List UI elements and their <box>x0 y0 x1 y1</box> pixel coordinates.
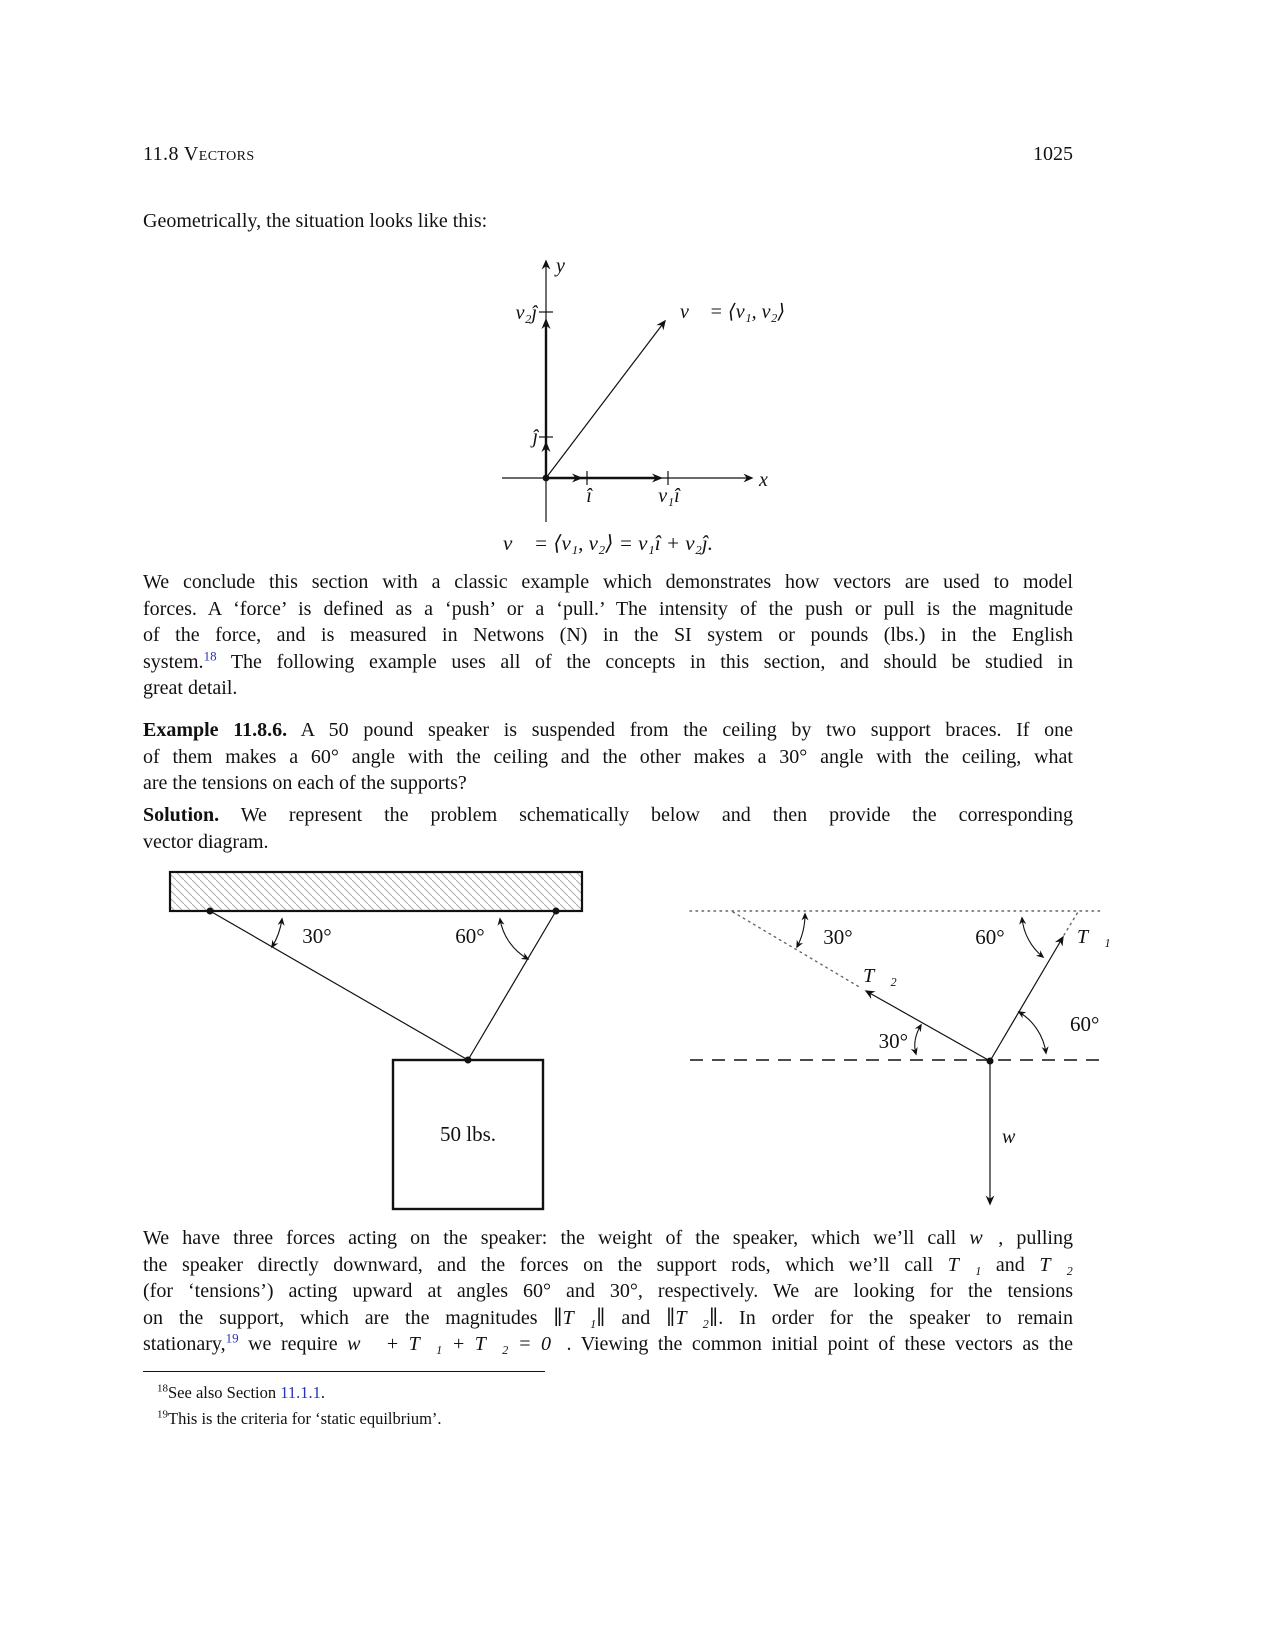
text-segment: Example 11.8.6. <box>143 719 288 741</box>
text-segment: This is the criteria for ‘static equilbrium’. <box>168 1409 442 1428</box>
footnote-link[interactable]: 19 <box>225 1330 239 1346</box>
text-segment: of the force, and is measured in Netwons (N) in the SI system or pounds (lbs.) in the English <box>143 624 1073 647</box>
text-line <box>143 1252 1073 1279</box>
t2-angle-arc <box>915 1025 921 1054</box>
ceiling <box>170 872 582 911</box>
text-segment: We conclude this section with a classic example which demonstrates how vectors are used to model <box>143 571 1073 593</box>
ceiling-right-angle-arc <box>1022 918 1043 957</box>
footnote-link[interactable]: 18 <box>203 648 217 664</box>
text-segment: forces. A ‘force’ is defined as a ‘push’ or a ‘pull.’ The intensity of the push or pull is the magnitude <box>143 597 1073 620</box>
paragraph-solution <box>143 802 1073 855</box>
text-line <box>143 717 1073 744</box>
text-line <box>143 829 1073 856</box>
text-segment: are the tensions on each of the supports? <box>143 772 467 795</box>
left-angle-arc <box>272 919 282 947</box>
text-segment: on the support, which are the magnitudes <box>143 1306 554 1329</box>
v-vector <box>546 321 665 478</box>
text-line <box>143 1406 1073 1432</box>
text-segment: We have three forces acting on the speaker: the weight of the speaker, which we’ll call <box>143 1227 970 1249</box>
t1-extension-dotted <box>1064 912 1078 935</box>
v1i-label: v₁î <box>658 485 680 507</box>
t2-extension-dotted <box>733 912 861 988</box>
left-brace <box>210 911 468 1060</box>
t1-angle-label: 60° <box>1070 1012 1100 1036</box>
text-line <box>143 1331 1073 1358</box>
right-angle-label: 60° <box>455 924 485 948</box>
running-header <box>143 143 1073 166</box>
text-segment: . Viewing the common initial point of these vectors as the <box>566 1333 1073 1356</box>
w-label: w⃗ <box>1002 1126 1031 1148</box>
text-segment: the speaker directly downward, and the forces on the support rods, which we’ll call <box>143 1253 948 1276</box>
weight-label: 50 lbs. <box>439 1122 497 1146</box>
text-line <box>143 1380 1073 1406</box>
text-segment: ∥T⃗₁∥ <box>553 1306 606 1329</box>
text-segment: A 50 pound speaker is suspended from the ceiling by two support braces. If one <box>287 719 1074 741</box>
paragraph-forces <box>143 569 1073 702</box>
text-line <box>143 744 1073 771</box>
junction-dot <box>465 1057 472 1064</box>
text-line <box>143 569 1073 596</box>
component-formula: v⃗ = ⟨v₁, v₂⟩ = v₁î + v₂ĵ. <box>503 531 713 555</box>
i-label: î <box>586 485 592 507</box>
t1-vector <box>990 937 1063 1061</box>
text-segment: of them makes a 60° angle with the ceiling and the other makes a 30° angle with the ceiling, what <box>143 745 1073 768</box>
section-title: 11.8 Vectors <box>143 143 255 165</box>
ceiling-right-angle-label: 60° <box>975 925 1005 949</box>
text-line <box>143 1278 1073 1305</box>
text-segment: T⃗₁ <box>947 1253 982 1276</box>
x-axis-label: x <box>759 469 768 491</box>
paragraph-three-forces <box>143 1225 1073 1358</box>
left-anchor-dot <box>207 908 214 915</box>
text-segment: . In order for the speaker to remain <box>718 1306 1073 1329</box>
text-line <box>143 770 1073 797</box>
text-segment: See also Section <box>168 1383 281 1402</box>
text-line <box>143 1305 1073 1332</box>
right-angle-arc <box>500 919 528 959</box>
text-segment: great detail. <box>143 677 238 700</box>
origin-dot <box>543 475 550 482</box>
paragraph-example <box>143 717 1073 797</box>
text-segment: 18 <box>157 1382 168 1395</box>
vector-components-figure <box>460 245 800 535</box>
intro-sentence: Geometrically, the situation looks like this: <box>143 210 488 232</box>
text-segment: . <box>320 1383 326 1402</box>
ceiling-left-angle-label: 30° <box>823 925 853 949</box>
text-line <box>143 596 1073 623</box>
v2j-label: v₂ĵ <box>515 302 537 324</box>
text-segment: and <box>605 1306 667 1329</box>
text-segment: 19 <box>157 1408 168 1421</box>
page-number: 1025 <box>1033 143 1073 165</box>
common-point-dot <box>987 1058 994 1065</box>
text-segment: system. <box>143 650 204 673</box>
speaker-schematic-figure <box>160 860 600 1220</box>
text-segment: w⃗ <box>969 1227 999 1249</box>
text-segment: ∥T⃗₂∥ <box>666 1306 719 1329</box>
text-segment: We represent the problem schematically below and then provide the corresponding <box>219 804 1073 826</box>
left-angle-label: 30° <box>302 924 332 948</box>
text-line <box>143 649 1073 676</box>
text-line <box>143 622 1073 649</box>
text-line <box>143 675 1073 702</box>
text-segment: , pulling <box>998 1227 1073 1249</box>
text-segment: stationary, <box>143 1333 226 1356</box>
t1-label: T⃗₁ <box>1077 926 1111 948</box>
v-label: v⃗ = ⟨v₁, v₂⟩ <box>680 301 786 323</box>
ceiling-left-angle-arc <box>797 914 805 947</box>
text-segment: The following example uses all of the concepts in this section, and should be studied in <box>216 650 1073 673</box>
text-segment: and <box>981 1253 1040 1276</box>
force-vector-figure <box>640 855 1120 1215</box>
text-line <box>143 1225 1073 1252</box>
text-segment: vector diagram. <box>143 830 269 853</box>
footnote-link[interactable]: 11.1.1 <box>280 1383 321 1402</box>
text-segment: (for ‘tensions’) acting upward at angles 60° and 30°, respectively. We are looking for the tensions <box>143 1280 1073 1303</box>
y-axis-label: y <box>556 255 565 277</box>
text-segment: we require <box>238 1333 348 1356</box>
t1-angle-arc <box>1019 1012 1046 1053</box>
text-line <box>143 802 1073 829</box>
right-anchor-dot <box>553 908 560 915</box>
j-label: ĵ <box>532 426 538 448</box>
t2-label: T⃗₂ <box>863 965 897 987</box>
text-segment: w⃗ + T⃗₁ + T⃗₂ = 0⃗ <box>347 1333 567 1356</box>
text-segment: T⃗₂ <box>1039 1253 1073 1276</box>
t2-angle-label: 30° <box>878 1029 908 1053</box>
text-segment: Solution. <box>143 804 220 826</box>
footnote-rule <box>143 1371 545 1372</box>
footnotes <box>143 1380 1073 1432</box>
